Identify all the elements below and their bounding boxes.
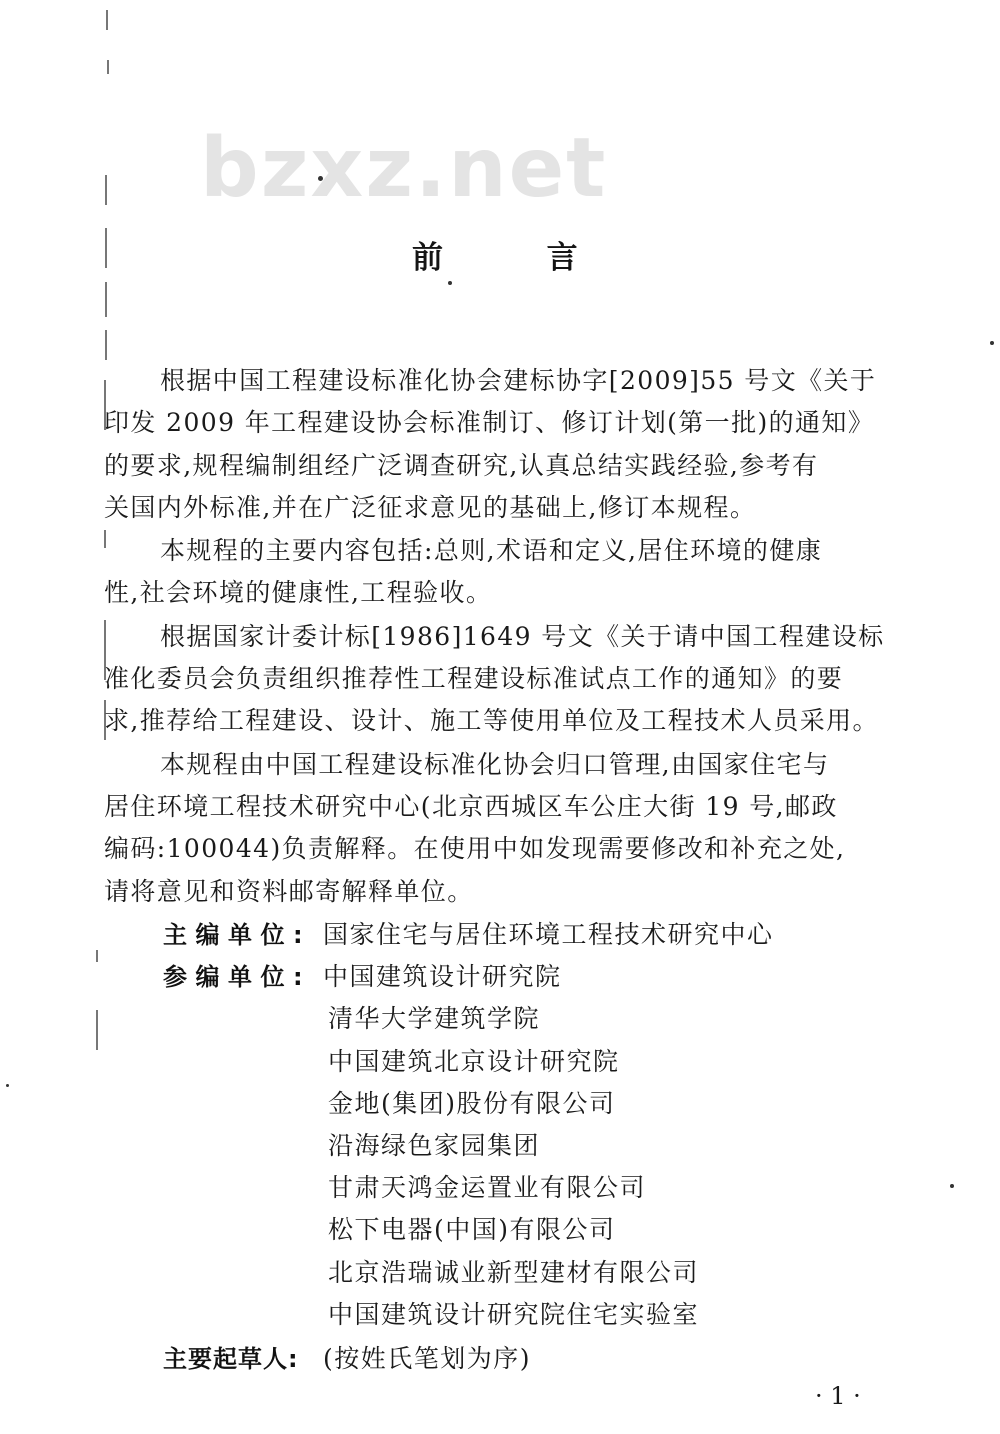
preface-body <box>104 360 894 913</box>
paragraph-contents <box>104 530 894 615</box>
text-line: 根据中国工程建设标准化协会建标协字[2009]55 号文《关于 <box>160 366 877 395</box>
scan-speck <box>990 341 994 345</box>
chief-unit-value: 国家住宅与居住环境工程技术研究中心 <box>323 920 774 949</box>
paragraph-basis <box>104 360 894 529</box>
participating-unit-value: 北京浩瑞诚业新型建材有限公司 <box>328 1257 700 1287</box>
participating-unit-row <box>163 1209 774 1251</box>
drafters-label: 主要起草人: <box>163 1345 299 1374</box>
scan-speck <box>448 281 452 285</box>
text-line: 印发 2009 年工程建设协会标准制订、修订计划(第一批)的通知》 <box>104 408 875 438</box>
participating-unit-value: 中国建筑设计研究院住宅实验室 <box>328 1299 700 1329</box>
participating-unit-value: 中国建筑设计研究院 <box>323 962 562 992</box>
paragraph-recommendation <box>104 616 894 743</box>
participating-unit-value: 甘肃天鸿金运置业有限公司 <box>328 1173 647 1203</box>
participating-unit-value: 金地(集团)股份有限公司 <box>328 1088 616 1118</box>
drafters-row <box>163 1338 774 1380</box>
participating-unit-row <box>163 1125 774 1167</box>
text-line: 居住环境工程技术研究中心(北京西城区车公庄大街 19 号,邮政 <box>104 791 838 821</box>
participating-unit-value: 清华大学建筑学院 <box>328 1004 541 1034</box>
text-line: 准化委员会负责组织推荐性工程建设标准试点工作的通知》的要 <box>104 664 844 694</box>
drafters-value: (按姓氏笔划为序) <box>323 1344 532 1374</box>
text-line: 本规程由中国工程建设标准化协会归口管理,由国家住宅与 <box>160 749 830 779</box>
text-line: 编码:100044)负责解释。在使用中如发现需要修改和补充之处, <box>104 834 846 864</box>
participating-unit-row <box>163 1041 774 1083</box>
text-line: 本规程的主要内容包括:总则,术语和定义,居住环境的健康 <box>160 536 823 566</box>
scan-speck <box>950 1184 954 1188</box>
participating-unit-row <box>163 1294 774 1336</box>
chief-unit-label: 主编单位: <box>163 921 312 949</box>
text-line: 根据国家计委计标[1986]1649 号文《关于请中国工程建设标 <box>160 621 885 651</box>
editing-units <box>163 914 774 1380</box>
participating-unit-row <box>163 998 774 1040</box>
participating-unit-value: 沿海绿色家园集团 <box>328 1131 541 1161</box>
participating-unit-value: 中国建筑北京设计研究院 <box>328 1046 620 1076</box>
participating-unit-row <box>163 1252 774 1294</box>
text-line: 性,社会环境的健康性,工程验收。 <box>104 578 493 608</box>
participating-unit-row <box>163 1167 774 1209</box>
watermark: bzxz.net <box>200 121 608 216</box>
paragraph-management <box>104 744 894 913</box>
title-char-2: 言 <box>546 240 578 276</box>
participating-unit-label: 参编单位: <box>163 963 312 992</box>
title-char-1: 前 <box>412 240 443 276</box>
participating-unit-row <box>163 956 774 998</box>
text-line: 请将意见和资料邮寄解释单位。 <box>104 876 474 906</box>
text-line: 关国内外标准,并在广泛征求意见的基础上,修订本规程。 <box>104 492 757 522</box>
participating-unit-value: 松下电器(中国)有限公司 <box>328 1215 616 1245</box>
chief-unit-row <box>163 914 774 956</box>
page-number: · 1 · <box>815 1382 861 1410</box>
participating-unit-row <box>163 1083 774 1125</box>
text-line: 的要求,规程编制组经广泛调查研究,认真总结实践经验,参考有 <box>104 450 819 480</box>
scan-speck <box>6 1084 9 1087</box>
text-line: 求,推荐给工程建设、设计、施工等使用单位及工程技术人员采用。 <box>104 706 879 736</box>
page-title <box>412 232 578 277</box>
